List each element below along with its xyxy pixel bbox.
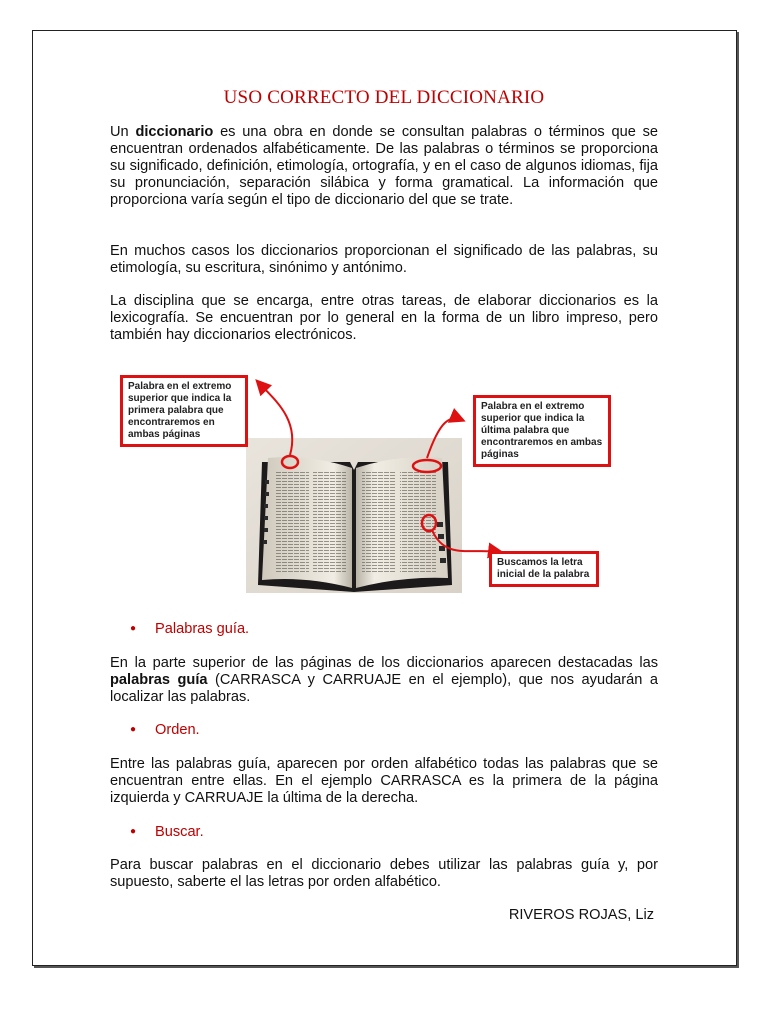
bullet-buscar: [130, 824, 204, 840]
paragraph-2: En muchos casos los diccionarios proporcionan el significado de las palabras, su etimología, su escritura, sinónimo y antónimo.: [110, 243, 658, 276]
bullet-dot-icon: ●: [130, 826, 137, 837]
bullet-dot-icon: ●: [130, 724, 137, 735]
bullet-dot-icon: ●: [130, 623, 137, 634]
label-left: Palabra en el extremo superior que indica la primera palabra que encontraremos en ambas páginas: [120, 375, 248, 447]
paragraph-3: La disciplina que se encarga, entre otras tareas, de elaborar diccionarios es la lexicografía. Se encuentran por lo general en la forma de un libro impreso, pero también hay diccionarios electrónicos.: [110, 293, 658, 343]
bullet-orden: [130, 722, 200, 738]
bullet-label: Palabras guía.: [155, 621, 250, 637]
bullet-palabras-guia: [130, 621, 249, 637]
intro-prefix: Un: [110, 124, 136, 140]
bullet-label: Buscar.: [155, 824, 204, 840]
section1-bold-term: palabras guía: [110, 672, 208, 688]
section1-paragraph: [110, 655, 658, 706]
bullet-label: Orden.: [155, 722, 200, 738]
intro-rest: es una obra en donde se consultan palabras o términos que se encuentran ordenados alfabéticamente. De las palabras o términos se proporciona su significado, definición, etimología, ortografía, y en el caso de algunos idiomas, fija su pronunciación, separación silábica y forma gramatical. La información que proporciona varía según el tipo de diccionario del que se trate.: [110, 124, 658, 208]
label-right: Palabra en el extremo superior que indica la última palabra que encontraremos en ambas páginas: [473, 395, 611, 467]
author-signature: RIVEROS ROJAS, Liz: [508, 907, 654, 923]
document-title: USO CORRECTO DEL DICCIONARIO: [223, 87, 545, 108]
section1-rest: (CARRASCA y CARRUAJE en el ejemplo), que nos ayudarán a localizar las palabras.: [110, 672, 658, 705]
section3-paragraph: Para buscar palabras en el diccionario debes utilizar las palabras guía y, por supuesto, saberte el las letras por orden alfabético.: [110, 857, 658, 890]
section1-prefix: En la parte superior de las páginas de los diccionarios aparecen destacadas las: [110, 655, 658, 671]
section2-paragraph: Entre las palabras guía, aparecen por orden alfabético todas las palabras que se encuentran entre ellas. En el ejemplo CARRASCA es la primera de la página izquierda y CARRUAJE la última de la derecha.: [110, 756, 658, 806]
intro-bold-term: diccionario: [135, 124, 214, 140]
label-bottom: Buscamos la letra inicial de la palabra: [489, 551, 599, 587]
